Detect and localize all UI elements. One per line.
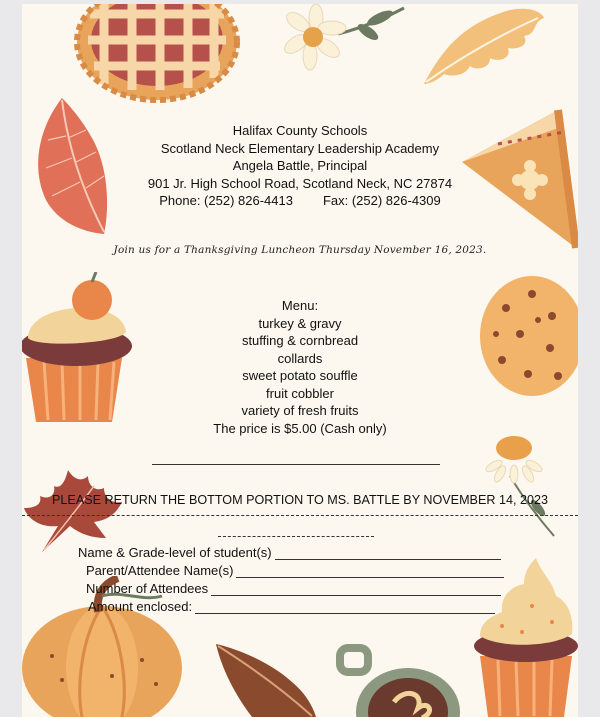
daisy-icon (280, 4, 410, 84)
coffee-mug-icon (334, 642, 462, 717)
price-note: The price is $5.00 (Cash only) (213, 420, 387, 436)
attendees-field-label: Number of Attendees (86, 581, 209, 596)
luncheon-invitation: Join us for a Thanksgiving Luncheon Thursday November 16, 2023. (113, 244, 487, 256)
menu-item: fruit cobbler (266, 385, 334, 401)
district-name: Halifax County Schools (232, 123, 368, 138)
menu-item: sweet potato souffle (242, 368, 358, 383)
divider-line (152, 464, 440, 465)
return-note: PLEASE RETURN THE BOTTOM PORTION TO MS. BATTLE BY NOVEMBER 14, 2023 (52, 493, 548, 507)
phone-number: Phone: (252) 826-4413 (159, 193, 293, 208)
cut-line (218, 536, 374, 537)
fax-number: Fax: (252) 826-4309 (322, 193, 441, 208)
principal-name: Angela Battle, Principal (232, 158, 368, 173)
school-header (22, 122, 578, 210)
menu-item: collards (277, 350, 323, 366)
cut-line (22, 515, 578, 516)
menu-item: variety of fresh fruits (241, 403, 359, 418)
flyer (22, 4, 578, 717)
pie-icon (74, 4, 240, 104)
menu-title: Menu: (281, 298, 319, 313)
parent-field[interactable] (86, 563, 504, 578)
student-field[interactable] (78, 545, 501, 560)
student-field-label: Name & Grade-level of student(s) (78, 545, 272, 560)
contact-line (22, 192, 578, 210)
parent-field-label: Parent/Attendee Name(s) (86, 563, 234, 578)
chamomile-icon (484, 426, 578, 538)
attendees-field[interactable] (86, 581, 501, 596)
pumpkin-icon (22, 576, 182, 717)
menu-item: stuffing & cornbread (241, 333, 359, 348)
amount-field-label: Amount enclosed: (88, 599, 193, 614)
school-name: Scotland Neck Elementary Leadership Academy (160, 140, 440, 156)
oak-leaf-icon (420, 4, 548, 88)
school-address: 901 Jr. High School Road, Scotland Neck, NC 27874 (147, 175, 453, 191)
brown-leaf-icon (212, 640, 322, 717)
menu (22, 297, 578, 437)
amount-field[interactable] (88, 599, 495, 614)
menu-item: turkey & gravy (258, 315, 342, 331)
